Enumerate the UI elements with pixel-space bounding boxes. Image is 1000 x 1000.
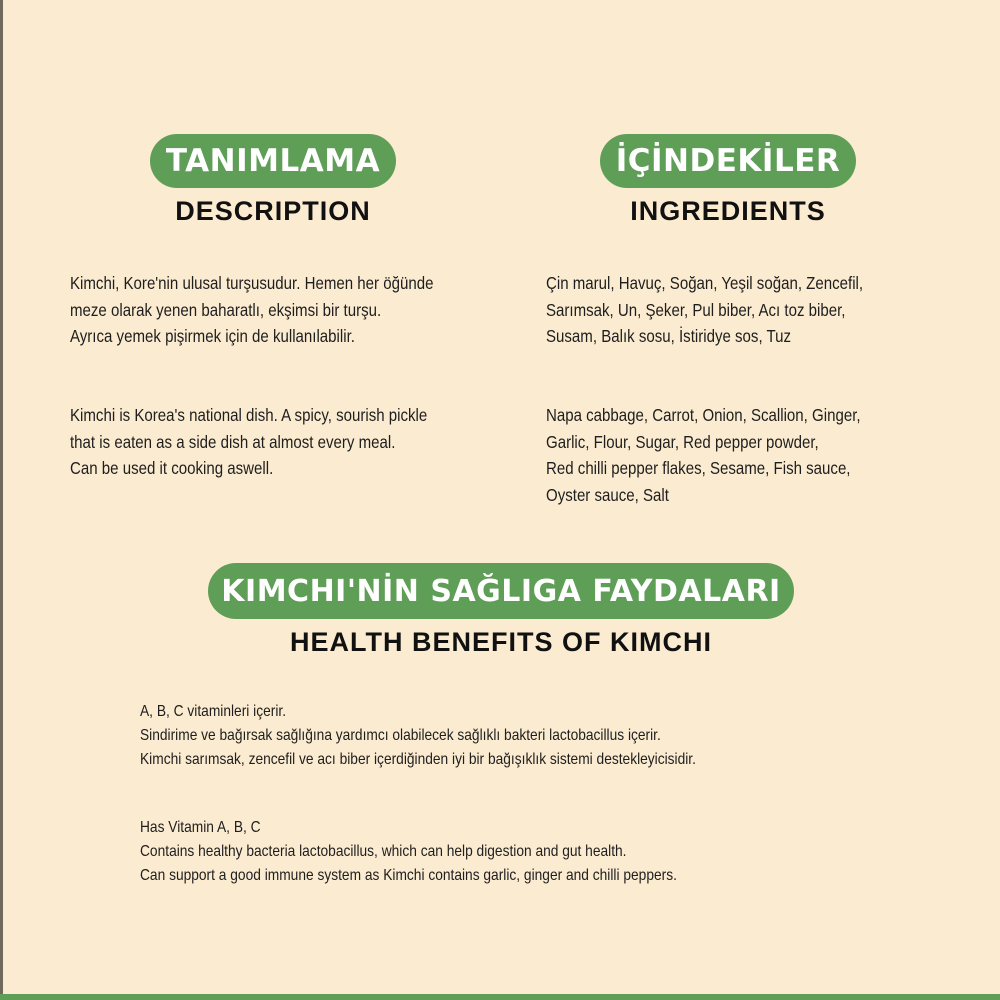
ingredients-badge: İÇİNDEKİLER [600, 134, 856, 188]
text-line: Sindirime ve bağırsak sağlığına yardımcı olabilecek sağlıklı bakteri lactobacillus içerir. [140, 727, 661, 744]
benefits-en-text [140, 816, 677, 888]
text-line: that is eaten as a side dish at almost every meal. [70, 431, 396, 452]
text-line: A, B, C vitaminleri içerir. [140, 703, 287, 720]
text-line: Contains healthy bacteria lactobacillus, which can help digestion and gut health. [140, 843, 627, 860]
bottom-green-band [0, 994, 1000, 1000]
text-line: Oyster sauce, Salt [546, 484, 669, 505]
benefits-heading: HEALTH BENEFITS OF KIMCHI [290, 627, 712, 657]
text-line: meze olarak yenen baharatlı, ekşimsi bir turşu. [70, 299, 382, 320]
text-line: Sarımsak, Un, Şeker, Pul biber, Acı toz biber, [546, 299, 846, 320]
text-line: Kimchi, Kore'nin ulusal turşusudur. Hemen her öğünde [70, 273, 434, 293]
text-line: Can support a good immune system as Kimchi contains garlic, ginger and chilli peppers. [140, 867, 677, 884]
text-line: Çin marul, Havuç, Soğan, Yeşil soğan, Zencefil, [546, 273, 864, 293]
description-tr-text [70, 270, 433, 350]
ingredients-heading: INGREDIENTS [630, 196, 826, 226]
text-line: Red chilli pepper flakes, Sesame, Fish sauce, [546, 458, 851, 478]
text-line: Napa cabbage, Carrot, Onion, Scallion, Ginger, [546, 405, 861, 425]
text-line: Garlic, Flour, Sugar, Red pepper powder, [546, 431, 819, 452]
left-edge-line [0, 0, 3, 1000]
text-line: Can be used it cooking aswell. [70, 458, 274, 478]
description-heading: DESCRIPTION [175, 196, 371, 226]
benefits-tr-text [140, 700, 696, 772]
text-line: Susam, Balık sosu, İstiridye sos, Tuz [546, 326, 792, 346]
benefits-badge: KIMCHI'NİN SAĞLIGA FAYDALARI [208, 563, 794, 619]
ingredients-tr-text [546, 270, 863, 350]
ingredients-en-text [546, 402, 861, 508]
description-badge: TANIMLAMA [150, 134, 396, 188]
text-line: Ayrıca yemek pişirmek için de kullanılabilir. [70, 326, 355, 346]
text-line: Kimchi sarımsak, zencefil ve acı biber içerdiğinden iyi bir bağışıklık sistemi destekleyicisidir. [140, 751, 696, 768]
text-line: Has Vitamin A, B, C [140, 819, 261, 836]
description-en-text [70, 402, 427, 482]
text-line: Kimchi is Korea's national dish. A spicy, sourish pickle [70, 405, 428, 425]
